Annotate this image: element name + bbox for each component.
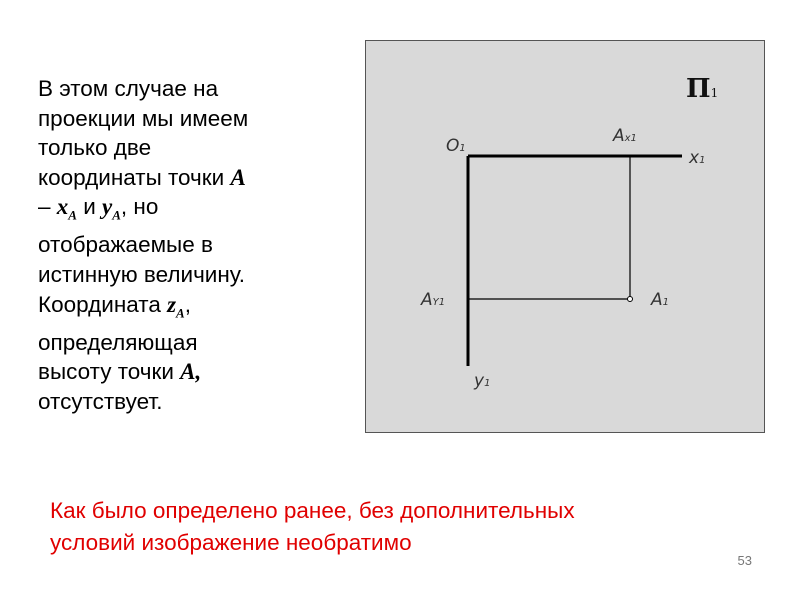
- ay1-label: AY1: [421, 290, 446, 310]
- conclusion-text: [50, 495, 790, 559]
- ax1-label: Ax1: [613, 126, 637, 146]
- text-line: [38, 192, 358, 230]
- a1-label: A1: [651, 290, 670, 310]
- plane-label: П1: [686, 74, 719, 104]
- dash: –: [38, 194, 57, 220]
- text-line: отображаемые в: [38, 232, 213, 258]
- text-fragment: , но: [120, 194, 159, 220]
- text-line: только две: [38, 135, 152, 161]
- text-line: определяющая: [38, 329, 198, 355]
- text-line: отсутствует.: [38, 388, 163, 414]
- subscript-a: A: [112, 207, 121, 223]
- text-line: истинную величину.: [38, 262, 246, 288]
- x1-axis-label: x1: [689, 148, 706, 168]
- text-line: [38, 163, 358, 193]
- text-fragment: координаты точки: [38, 164, 231, 190]
- origin-label: O1: [446, 136, 466, 156]
- point-a-symbol: А,: [180, 359, 202, 385]
- explanation-text: [38, 74, 358, 417]
- text-fragment: Координата: [38, 291, 168, 317]
- text-fragment: высоту точки: [38, 359, 181, 385]
- point-a-symbol: А: [230, 164, 246, 190]
- x-symbol: x: [56, 194, 69, 220]
- text-fragment: ,: [184, 291, 191, 317]
- conclusion-line: Как было определено ранее, без дополнительных: [50, 498, 575, 523]
- text-line: [38, 357, 358, 387]
- subscript-a: A: [68, 207, 77, 223]
- z-symbol: z: [167, 291, 177, 317]
- page-number: 53: [737, 553, 752, 568]
- projection-diagram: [366, 41, 766, 434]
- y1-axis-label: y1: [474, 371, 491, 391]
- text-line: [38, 290, 358, 328]
- text-fragment: и: [76, 194, 103, 220]
- text-line: проекции мы имеем: [38, 105, 249, 131]
- conclusion-line: условий изображение необратимо: [50, 530, 412, 555]
- point-a1: [628, 297, 633, 302]
- y-symbol: y: [102, 194, 113, 220]
- projection-plane-panel: [365, 40, 765, 433]
- subscript-a: A: [176, 305, 185, 321]
- text-line: В этом случае на: [38, 76, 219, 101]
